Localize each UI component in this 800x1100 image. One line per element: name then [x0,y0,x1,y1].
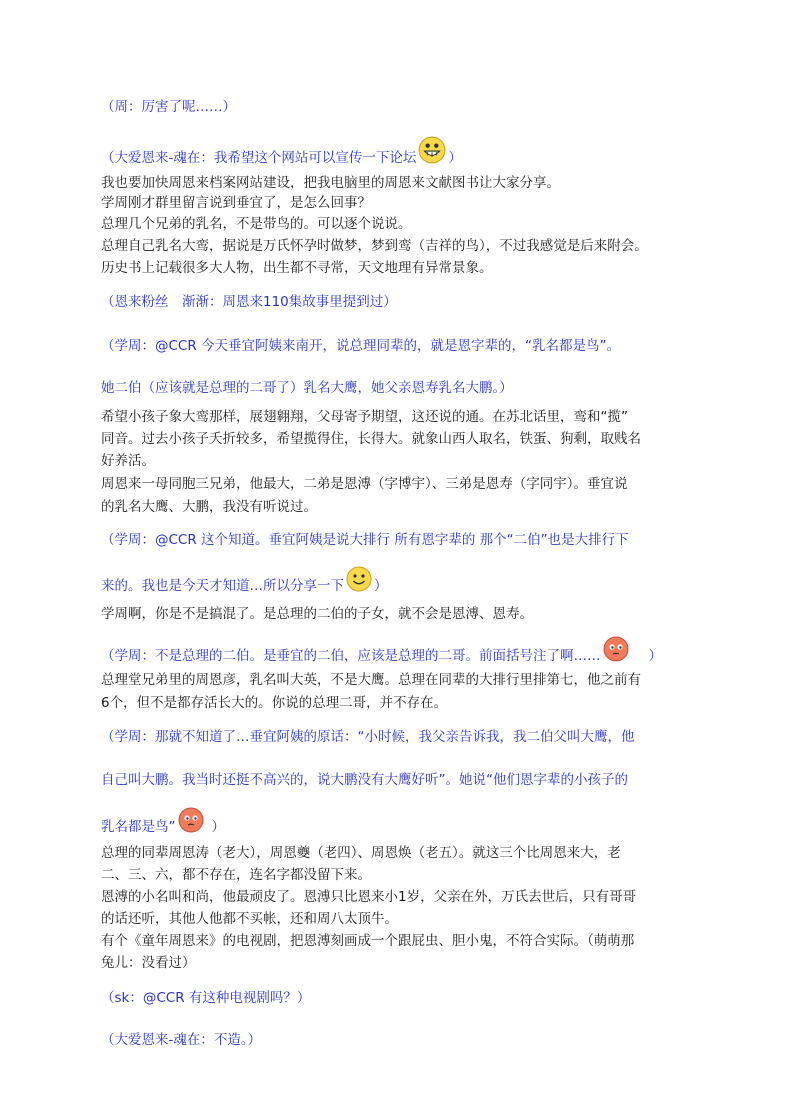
paragraph: 周恩来一母同胞三兄弟，他最大，二弟是恩溥（字博宇）、三弟是恩寿（字同宇）。垂宜说 [101,476,628,492]
smile-emoji-icon [346,566,372,592]
paragraph: 希望小孩子象大鸾那样，展翅翱翔，父母寄予期望，这还说的通。在苏北话里，鸾和“揽” [101,409,628,425]
blush-emoji-icon [603,636,629,662]
paragraph: 恩溥的小名叫和尚，他最顽皮了。恩溥只比恩来小1岁，父亲在外，万氏去世后，只有哥哥 [101,889,637,905]
paragraph: 学周刚才群里留言说到垂宜了，是怎么回事？ [101,195,371,211]
comment-xuezhou-2a: （学周：@CCR 这个知道。垂宜阿姨是说大排行 所有恩字辈的 那个“二伯”也是大排行下 [101,532,629,548]
blush-emoji-icon [178,807,204,833]
comment-xuezhou-3: （学周：不是总理的二伯。是垂宜的二伯，应该是总理的二哥。前面括号注了啊…… ） [101,646,662,666]
comment-daai-2: （大爱恩来-魂在：不造。） [101,1032,262,1048]
paragraph: 的话还听，其他人他都不买帐，还和周八太顶牛。 [101,911,398,927]
paragraph: 好养活。 [101,453,155,469]
comment-fan: （恩来粉丝 渐渐：周恩来110集故事里提到过） [101,294,397,310]
paragraph: 总理几个兄弟的乳名，不是带鸟的。可以逐个说说。 [101,216,412,232]
comment-daai-1: （大爱恩来-魂在：我希望这个网站可以宣传一下论坛 ） [101,146,462,168]
paragraph: 总理的同辈周恩涛（老大），周恩夔（老四）、周恩焕（老五）。就这三个比周恩来大，老 [101,845,621,861]
paragraph: 兔儿：没看过） [101,955,196,971]
paragraph: 我也要加快周恩来档案网站建设，把我电脑里的周恩来文献图书让大家分享。 [101,175,560,191]
paragraph: 总理堂兄弟里的周恩彦，乳名叫大英，不是大鹰。总理在同辈的大排行里排第七，他之前有 [101,672,641,688]
paragraph: 有个《童年周恩来》的电视剧，把恩溥刻画成一个跟屁虫、胆小鬼，不符合实际。（萌萌那 [101,933,635,949]
paragraph: 二、三、六，都不存在，连名字都没留下来。 [101,867,371,883]
comment-sk: （sk：@CCR 有这种电视剧吗？） [101,990,311,1006]
comment-xuezhou-1b: 她二伯（应该就是总理的二哥了）乳名大鹰，她父亲恩寿乳名大鹏。） [101,380,513,396]
paragraph: 总理自己乳名大鸾，据说是万氏怀孕时做梦，梦到鸾（吉祥的鸟），不过我感觉是后来附会。 [101,238,648,254]
paragraph: 同音。过去小孩子夭折较多，希望揽得住，长得大。就象山西人取名，铁蛋、狗剩，取贱名 [101,431,641,447]
paragraph: 学周啊，你是不是搞混了。是总理的二伯的子女，就不会是恩溥、恩寿。 [101,606,533,622]
comment-zhou: （周：厉害了呢……） [101,99,236,115]
grin-emoji-icon [418,136,446,164]
paragraph: 的乳名大鹰、大鹏，我没有听说过。 [101,499,317,515]
comment-xuezhou-2b: 来的。我也是今天才知道…所以分享一下 ） [101,576,388,596]
comment-xuezhou-4c: 乳名都是鸟” ） [101,817,225,837]
paragraph: 6个，但不是都存活长大的。你说的总理二哥，并不存在。 [101,695,448,711]
comment-xuezhou-1a: （学周：@CCR 今天垂宜阿姨来南开，说总理同辈的，就是恩字辈的，“乳名都是鸟”。 [101,338,621,354]
comment-xuezhou-4b: 自己叫大鹏。我当时还挺不高兴的，说大鹏没有大鹰好听”。她说“他们恩字辈的小孩子的 [101,772,628,788]
comment-xuezhou-4a: （学周：那就不知道了…垂宜阿姨的原话：“小时候，我父亲告诉我，我二伯父叫大鹰，他 [101,729,635,745]
paragraph: 历史书上记载很多大人物，出生都不寻常，天文地理有异常景象。 [101,260,493,276]
